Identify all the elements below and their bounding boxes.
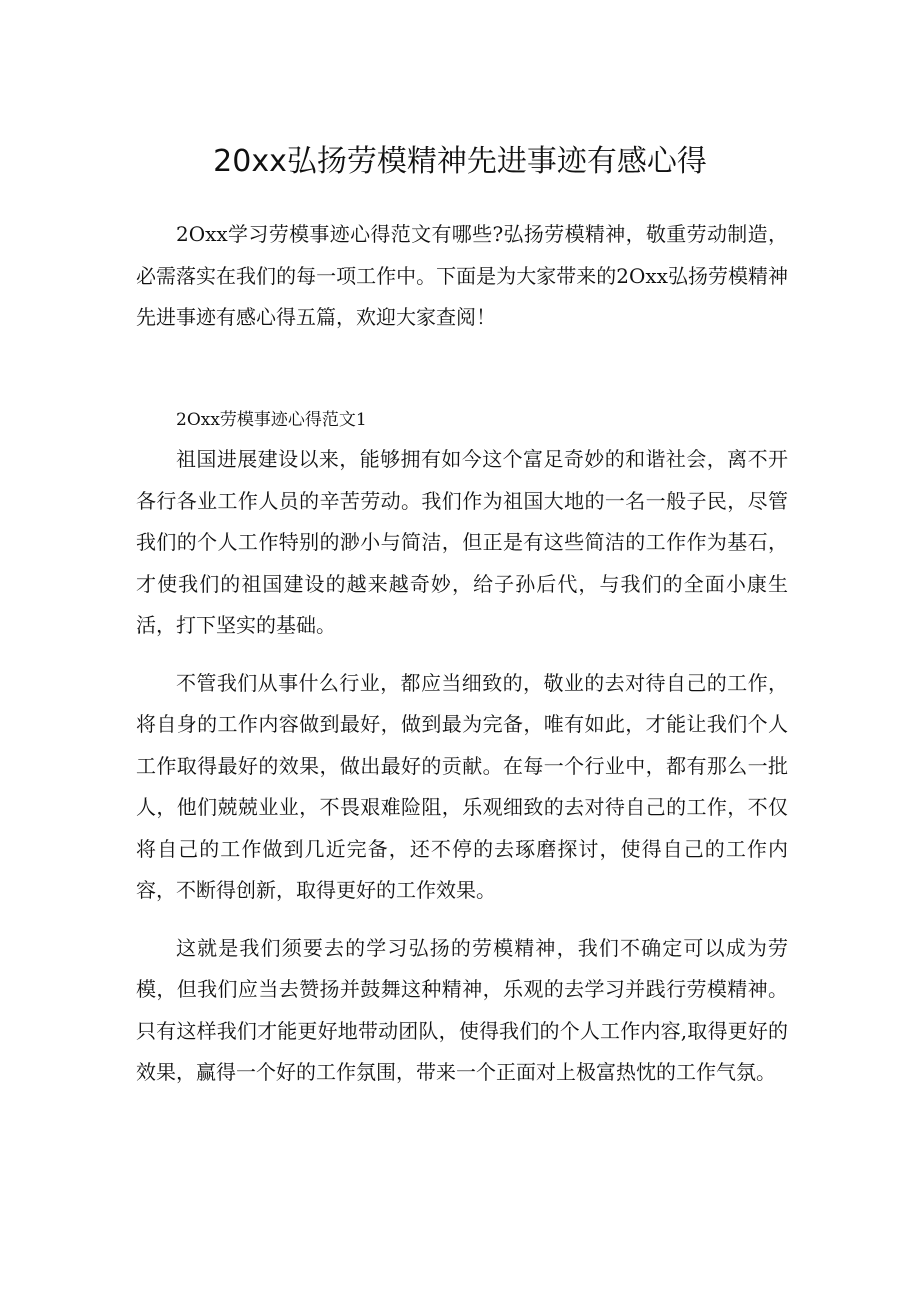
page-title: 20xx弘扬劳模精神先进事迹有感心得: [213, 144, 707, 179]
section-heading: 2Oxx劳模事迹心得范文1: [176, 410, 367, 430]
document-content: [136, 214, 788, 1084]
intro-paragraph: 2Oxx学习劳模事迹心得范文有哪些?弘扬劳模精神，敬重劳动制造，必需落实在我们的每一项工作中。下面是为大家带来的2Oxx弘扬劳模精神先进事迹有感心得五篇，欢迎大家查阅！: [136, 222, 788, 329]
body-paragraph-3: 这就是我们须要去的学习弘扬的劳模精神，我们不确定可以成为劳模，但我们应当去赞扬并鼓舞这种精神，乐观的去学习并践行劳模精神。只有这样我们才能更好地带动团队，使得我们的个人工作内容,取得更好的效果，赢得一个好的工作氛围，带来一个正面对上极富热忱的工作气氛。: [136, 935, 788, 1084]
body-paragraph-2: 不管我们从事什么行业，都应当细致的，敬业的去对待自己的工作，将自身的工作内容做到最好，做到最为完备，唯有如此，才能让我们个人工作取得最好的效果，做出最好的贡献。在每一个行业中，都有那么一批人，他们兢兢业业，不畏艰难险阻，乐观细致的去对待自己的工作，不仅将自己的工作做到几近完备，还不停的去琢磨探讨，使得自己的工作内容，不断得创新，取得更好的工作效果。: [136, 670, 788, 902]
body-paragraphs: [136, 439, 788, 1110]
body-paragraph-1: 祖国进展建设以来，能够拥有如今这个富足奇妙的和谐社会，离不开各行各业工作人员的辛苦劳动。我们作为祖国大地的一名一般子民，尽管我们的个人工作特别的渺小与简洁，但正是有这些简洁的工作作为基石，才使我们的祖国建设的越来越奇妙，给子孙后代，与我们的全面小康生活，打下坚实的基础。: [136, 447, 788, 637]
